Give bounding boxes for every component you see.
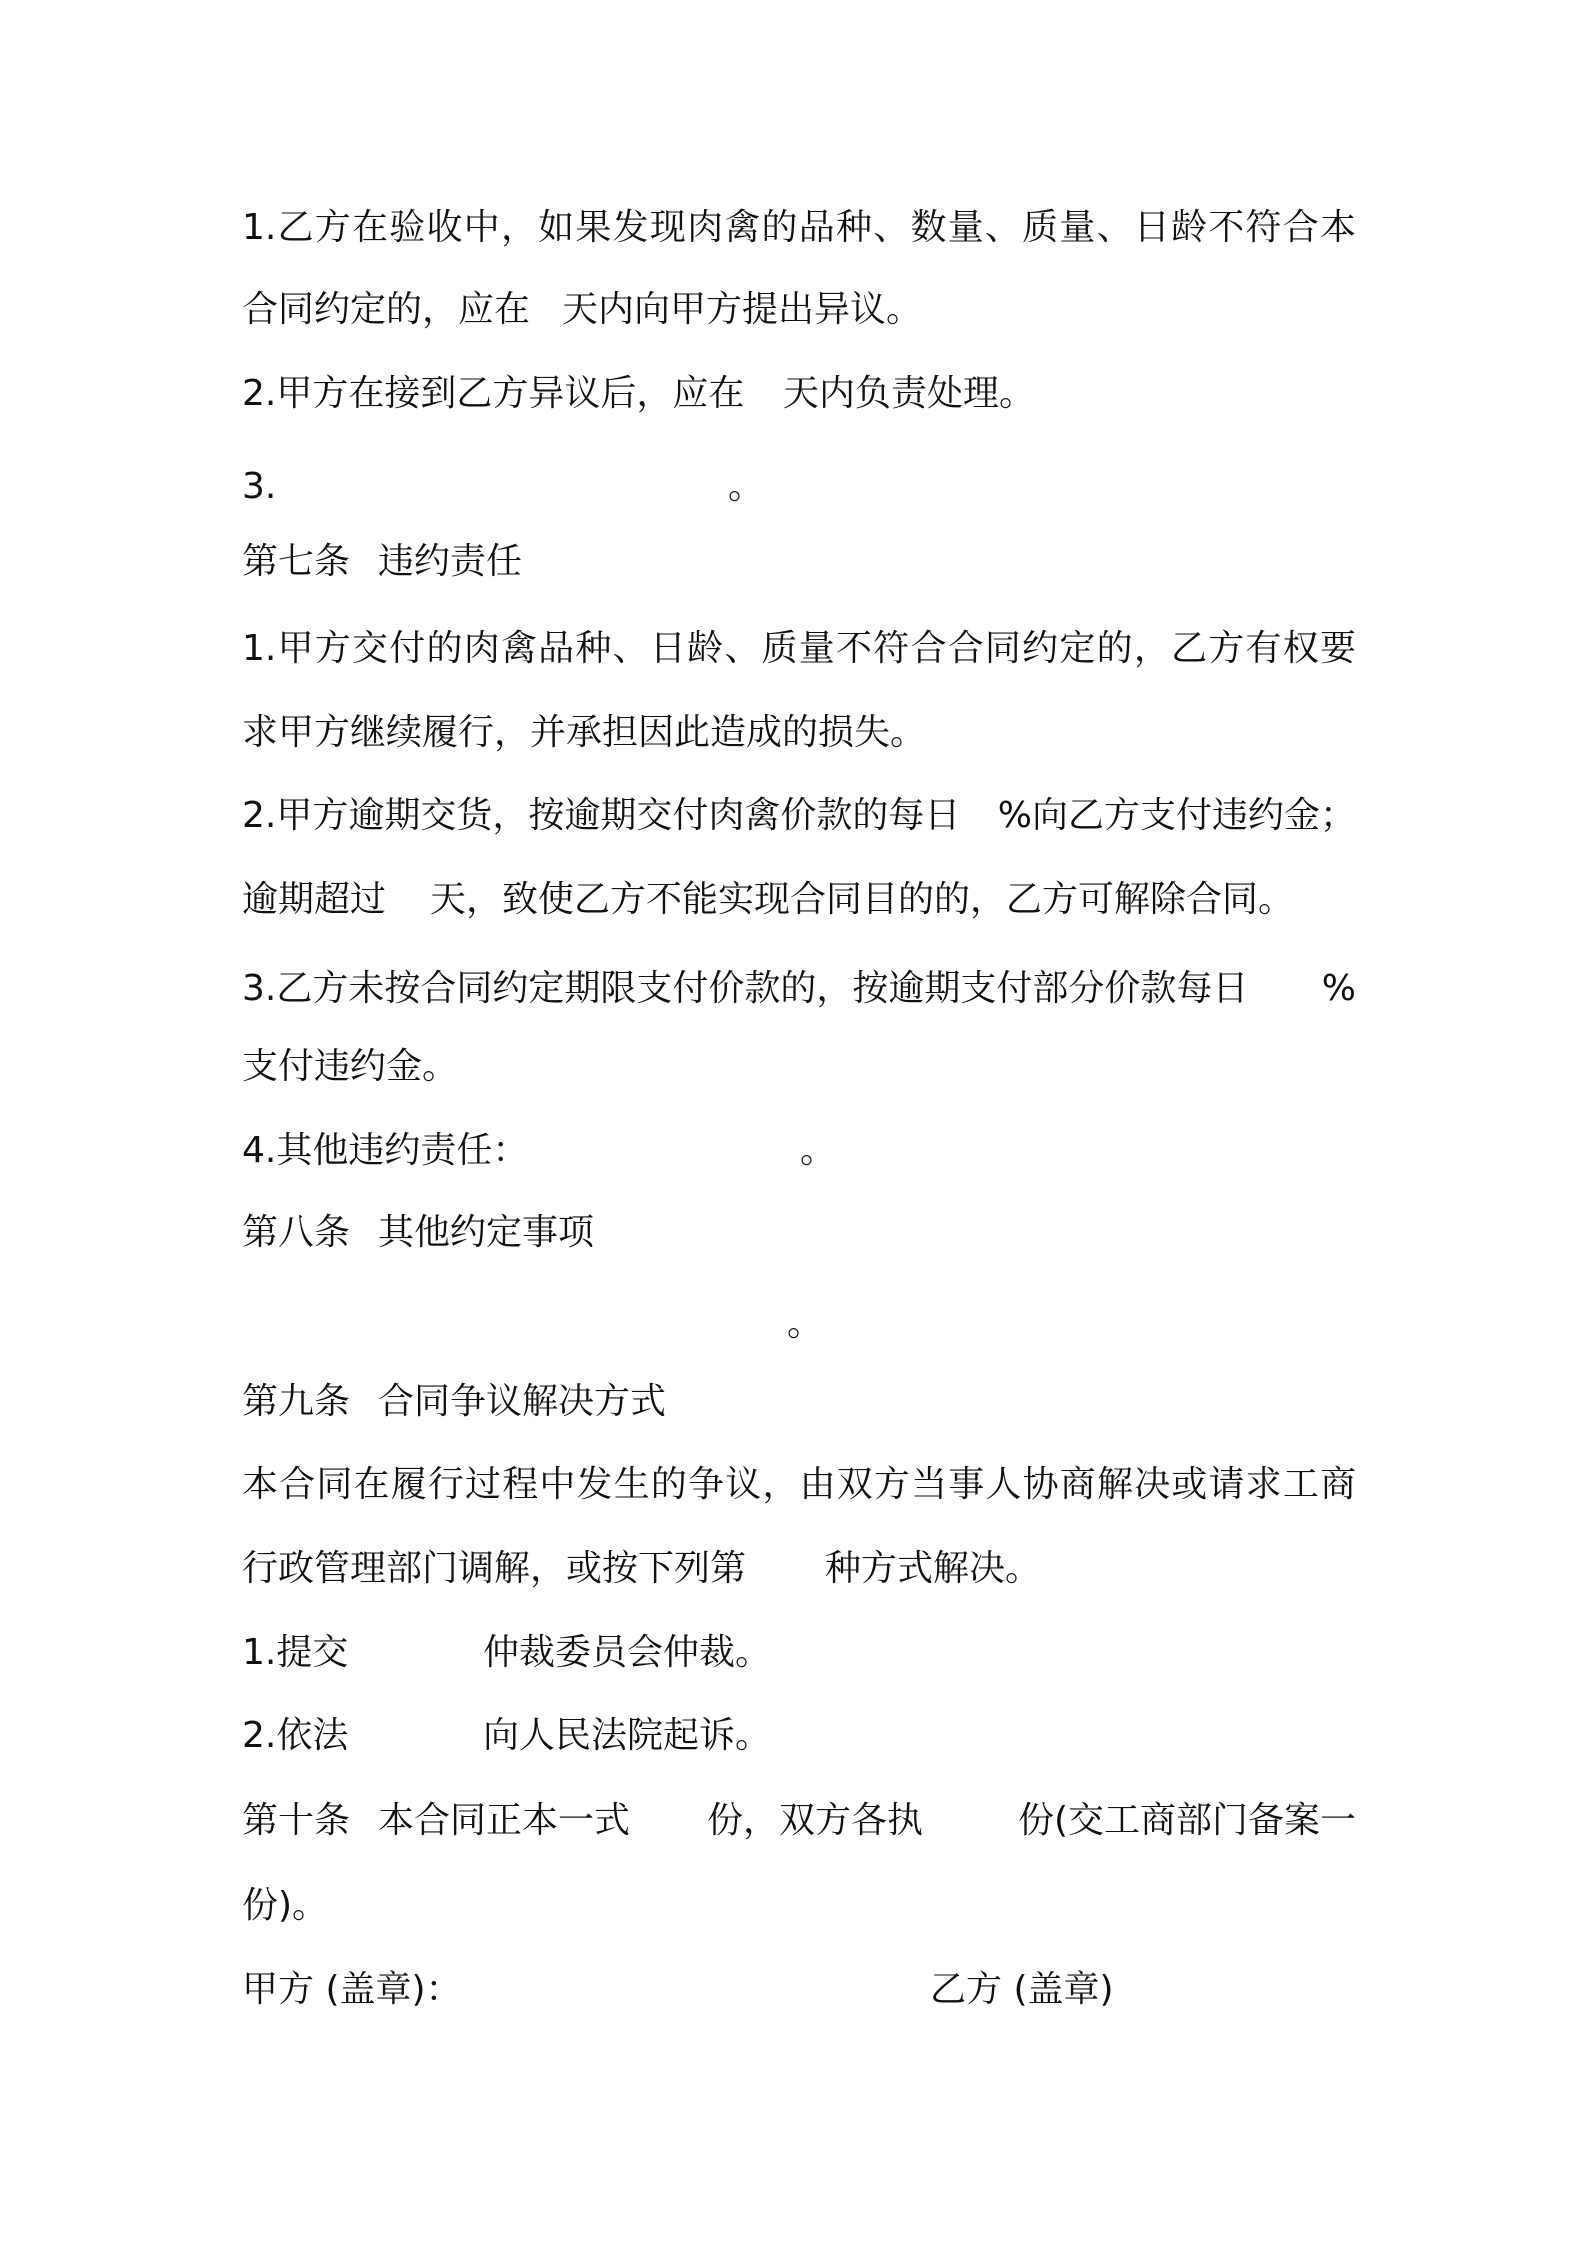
article8-title: 其他约定事项 xyxy=(378,1212,595,1253)
inspection-item3-end: 。 xyxy=(728,466,765,507)
inspection-item2-after-blank: 天内负责处理。 xyxy=(783,373,1036,414)
article9-title: 合同争议解决方式 xyxy=(378,1381,667,1422)
article9-option2-before-blank: 2.依法 xyxy=(242,1715,349,1756)
signature-party-a: 甲方 (盖章)： xyxy=(242,1969,462,2010)
article7-item1-line2: 求甲方继续履行，并承担因此造成的损失。 xyxy=(242,712,927,753)
article8-blank-end: 。 xyxy=(787,1303,824,1344)
inspection-item2-before-blank: 2.甲方在接到乙方异议后，应在 xyxy=(242,373,745,414)
article7-item1-line1: 1.甲方交付的肉禽品种、日龄、质量不符合合同约定的，乙方有权要 xyxy=(242,628,1356,669)
article8-number: 第八条 xyxy=(242,1212,351,1253)
article9-option2-after-blank: 向人民法院起诉。 xyxy=(483,1715,772,1756)
article7-number: 第七条 xyxy=(242,541,351,582)
article7-item4-label: 4.其他违约责任： xyxy=(242,1130,529,1171)
article10-text-d: 份)。 xyxy=(242,1885,329,1926)
inspection-item1-line2-before-blank: 合同约定的，应在 xyxy=(242,289,531,330)
article7-item2-line2-before-blank: 逾期超过 xyxy=(242,879,387,920)
article9-body-line1: 本合同在履行过程中发生的争议，由双方当事人协商解决或请求工商 xyxy=(242,1464,1356,1505)
article9-body-line2-after-blank: 种方式解决。 xyxy=(825,1548,1042,1589)
article10-text-c: 份(交工商部门备案一 xyxy=(1017,1800,1356,1841)
article7-item3-line1-after-blank: % xyxy=(1321,968,1356,1009)
article9-option1-before-blank: 1.提交 xyxy=(242,1632,349,1673)
inspection-item3-number: 3. xyxy=(242,466,277,507)
article7-item3-line2: 支付违约金。 xyxy=(242,1046,459,1087)
article7-item2-line1-before-blank: 2.甲方逾期交货，按逾期交付肉禽价款的每日 xyxy=(242,795,961,836)
article9-body-line2-before-blank: 行政管理部门调解，或按下列第 xyxy=(242,1548,747,1589)
article7-item2-line2-after-blank: 天，致使乙方不能实现合同目的的，乙方可解除合同。 xyxy=(430,879,1295,920)
inspection-item1-line2-after-blank: 天内向甲方提出异议。 xyxy=(562,289,923,330)
article7-item2-line1-after-blank: %向乙方支付违约金； xyxy=(997,795,1356,836)
article10-text-a: 本合同正本一式 xyxy=(378,1800,631,1841)
article7-item3-line1-before-blank: 3.乙方未按合同约定期限支付价款的，按逾期支付部分价款每日 xyxy=(242,968,1249,1009)
inspection-item1-line1: 1.乙方在验收中，如果发现肉禽的品种、数量、质量、日龄不符合本 xyxy=(242,207,1356,248)
signature-party-b: 乙方 (盖章) xyxy=(930,1969,1114,2010)
article10-text-b: 份，双方各执 xyxy=(707,1800,924,1841)
article7-title: 违约责任 xyxy=(378,541,523,582)
article9-number: 第九条 xyxy=(242,1381,351,1422)
article7-item4-end: 。 xyxy=(800,1130,837,1171)
article10-number: 第十条 xyxy=(242,1800,351,1841)
article9-option1-after-blank: 仲裁委员会仲裁。 xyxy=(483,1632,772,1673)
